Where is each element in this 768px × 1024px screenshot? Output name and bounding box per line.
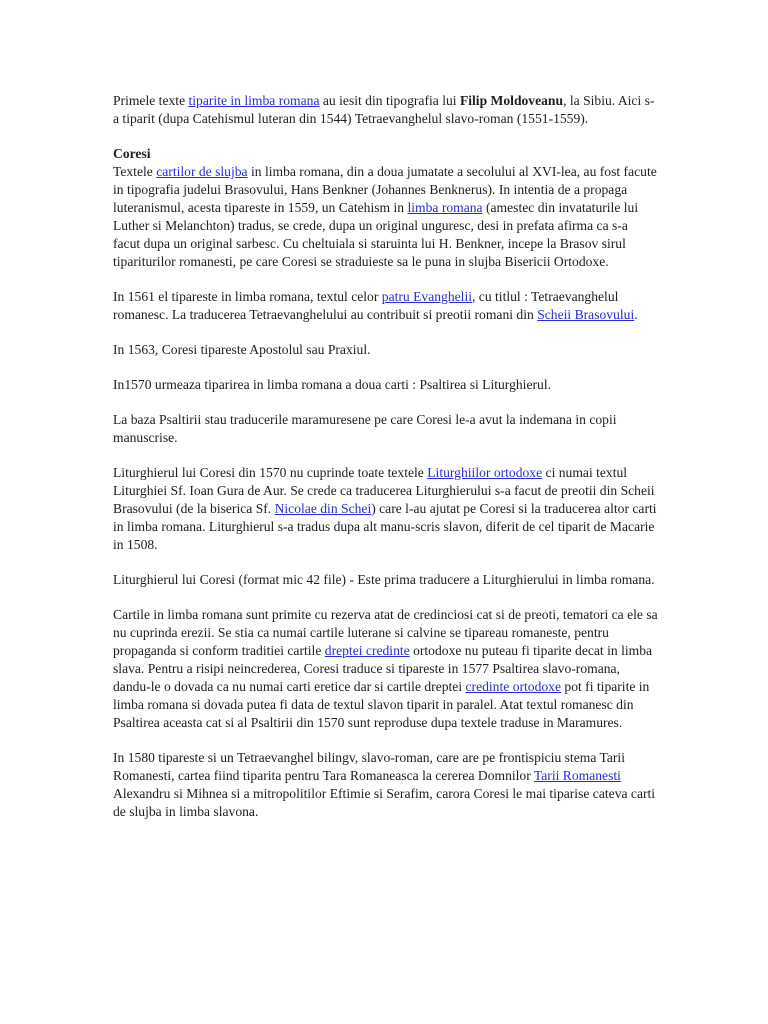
text: La baza Psaltirii stau traducerile maramuresene pe care Coresi le-a avut la indemana in copii manuscrise. — [113, 412, 617, 445]
paragraph-1570 — [113, 376, 658, 394]
paragraph-format-mic — [113, 571, 658, 589]
text: . — [634, 307, 638, 322]
text: Liturghierul lui Coresi din 1570 nu cuprinde toate textele — [113, 465, 428, 480]
link-cartilor-de-slujba[interactable]: cartilor de slujba — [156, 164, 248, 179]
bold-filip-moldoveanu: Filip Moldoveanu — [459, 93, 564, 108]
text: ci numai textul Liturghiei Sf. Ioan Gura de Aur. Se crede ca traducerea Liturghierului s-a facut de preotii din Scheii Brasovului (de la biserica Sf. — [113, 465, 655, 516]
paragraph-1563 — [113, 341, 658, 359]
text: Textele — [113, 164, 157, 179]
link-tarii-romanesti[interactable]: Tarii Romanesti — [533, 768, 621, 783]
paragraph-cartile — [113, 606, 658, 732]
text: In 1563, Coresi tipareste Apostolul sau Praxiul. — [113, 342, 371, 357]
text: Cartile in limba romana sunt primite cu rezerva atat de credinciosi cat si de preoti, tematori ca ele sa nu cuprinda erezii. Se stia ca numai cartile luterane si calvine se tipareau romaneste, pentru propaganda si conform traditiei cartile — [113, 607, 658, 658]
text: pot fi tiparite in limba romana si dovada putea fi data de textul slavon tiparit in paralel. Atat textul romanesc din Psaltirea aceasta cat si al Psaltirii din 1570 sunt reproduse dupa textele traduse in Maramures. — [113, 679, 650, 730]
link-tiparite-in-limba-romana[interactable]: tiparite in limba romana — [188, 93, 320, 108]
text: Alexandru si Mihnea si a mitropolitilor Eftimie si Serafim, carora Coresi le mai tiparise cateva carti de slujba in limba slavona. — [113, 786, 656, 819]
text: , cu titlul : Tetraevanghelul romanesc. La traducerea Tetraevanghelului au contribuit si preotii romani din — [113, 289, 619, 322]
link-dreptei-credinte[interactable]: dreptei credinte — [324, 643, 410, 658]
section-heading-coresi: Coresi — [113, 146, 151, 161]
link-liturghiilor-ortodoxe[interactable]: Liturghiilor ortodoxe — [427, 465, 543, 480]
text: Liturghierul lui Coresi (format mic 42 file) - Este prima traducere a Liturghierului in limba romana. — [113, 572, 655, 587]
text: ) care l-au ajutat pe Coresi si la traducerea altor carti in limba romana. Liturghierul s-a tradus dupa alt manu-scris slavon, diferit de cel tiparit de Macarie in 1508. — [113, 501, 657, 552]
link-credinte-ortodoxe[interactable]: credinte ortodoxe — [465, 679, 562, 694]
paragraph-1580 — [113, 749, 658, 821]
link-patru-evanghelii[interactable]: patru Evanghelii — [381, 289, 472, 304]
text: Primele texte — [113, 93, 189, 108]
text: in limba romana, din a doua jumatate a secolului al XVI-lea, au fost facute in tipografia judelui Brasovului, Hans Benkner (Johannes Benknerus). In intentia de a propaga luteranismul, acesta tipareste in 1559, un Catehism in — [113, 164, 657, 215]
paragraph-psaltirea — [113, 411, 658, 447]
text: In1570 urmeaza tiparirea in limba romana a doua carti : Psaltirea si Liturghierul. — [113, 377, 551, 392]
text: In 1561 el tipareste in limba romana, textul celor — [113, 289, 382, 304]
text: , la Sibiu. Aici s-a tiparit (dupa Catehismul luteran din 1544) Tetraevanghelul slavo-roman (1551-1559). — [113, 93, 655, 126]
text: In 1580 tipareste si un Tetraevanghel bilingv, slavo-roman, care are pe frontispiciu stema Tarii Romanesti, cartea fiind tiparita pentru Tara Romaneasca la cererea Domnilor — [113, 750, 625, 783]
link-nicolae-din-schei[interactable]: Nicolae din Schei — [274, 501, 372, 516]
link-scheii-brasovului[interactable]: Scheii Brasovului — [537, 307, 635, 322]
paragraph-intro — [113, 92, 658, 128]
text: au iesit din tipografia lui — [319, 93, 460, 108]
text: (amestec din invataturile lui Luther si Melanchton) tradus, se crede, dupa un original unguresc, desi in prefata afirma ca s-a facut dupa un original sarbesc. Cu cheltuiala si staruinta lui H. Benkner, incepe la Brasov sirul tipariturilor romanesti, pe care Coresi se straduieste sa le puna in slujba Bisericii Ortodoxe. — [113, 200, 639, 269]
link-limba-romana[interactable]: limba romana — [407, 200, 483, 215]
paragraph-1561 — [113, 288, 658, 324]
text: ortodoxe nu puteau fi tiparite decat in limba slava. Pentru a risipi neincrederea, Coresi traduce si tipareste in 1577 Psaltirea slavo-romana, dandu-le o dovada ca nu numai carti eretice dar si cartile dreptei — [113, 643, 653, 694]
paragraph-coresi — [113, 145, 658, 271]
paragraph-liturghierul — [113, 464, 658, 554]
document-page — [113, 92, 658, 838]
